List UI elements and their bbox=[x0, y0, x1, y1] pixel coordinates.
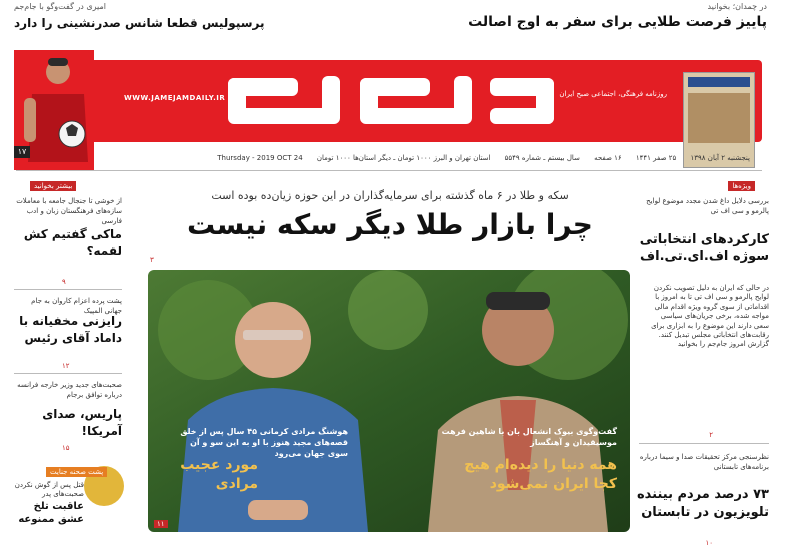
supplement-image bbox=[688, 93, 750, 143]
photo-caption-left-headline[interactable]: مورد عجیب مرادی bbox=[180, 457, 258, 492]
left-column-tag: بیشتر بخوانید bbox=[30, 181, 76, 191]
info-date: پنجشنبه ۲ آبان ۱۳۹۸ bbox=[690, 154, 750, 162]
right-story2-headline[interactable]: ۷۳ درصد مردم بیننده تلویزیون در تابستان bbox=[637, 487, 769, 520]
divider bbox=[16, 170, 762, 171]
right-story2-page: ۱۰ bbox=[705, 539, 713, 547]
left-item1-headline[interactable]: ماکی گفتیم کش لقمه؟ bbox=[23, 227, 122, 258]
info-english-date: Thursday - 2019 OCT 24 bbox=[217, 154, 303, 162]
player-number-badge: ۱۷ bbox=[14, 146, 30, 158]
issue-info-bar bbox=[150, 154, 750, 166]
top-left-kicker: امیری در گفت‌وگو با جام‌جم bbox=[14, 2, 106, 11]
right-story1-kicker: بررسی دلایل داغ شدن مجدد موضوع لوایح پالرمو و سی اف تی bbox=[646, 197, 769, 215]
masthead-tagline: روزنامه فرهنگی، اجتماعی صبح ایران bbox=[559, 90, 667, 98]
left-item1-page: ۹ bbox=[62, 278, 66, 286]
left-item1-kicker: از خوشی تا جنجال جامعه با معاملات سازه‌های فرهنگستان زبان و ادب فارسی bbox=[16, 197, 122, 225]
main-page-number: ۳ bbox=[150, 256, 154, 264]
left-item3-kicker: صحبت‌های جدید وزیر خارجه فرانسه درباره توافق برجام bbox=[17, 381, 122, 399]
top-left-headline[interactable]: پرسپولیس قطعا شانس صدرنشینی را دارد bbox=[14, 16, 265, 30]
right-column-tag: ویژه‌ها bbox=[728, 181, 755, 191]
supplement-header bbox=[688, 77, 750, 87]
photo-page-number: ۱۱ bbox=[154, 520, 168, 528]
info-hijri-date: ۲۵ صفر ۱۴۴۱ bbox=[635, 154, 677, 162]
masthead-website[interactable]: WWW.JAMEJAMDAILY.IR bbox=[124, 94, 226, 102]
photo-caption-left-sub: هوشنگ مرادی کرمانی ۴۵ سال پس از خلق قصه‌های مجید هنوز با او به این سو و آن سوی جهان می‌رود bbox=[180, 427, 348, 458]
left-item2-page: ۱۲ bbox=[62, 362, 70, 370]
left-promo-headline[interactable]: عاقبت تلخ عشق ممنوعه bbox=[18, 501, 84, 525]
photo-caption-right-sub: گفت‌وگوی بیوک انشعال بان با شاهین فرهت موسیقیدان و آهنگساز bbox=[441, 427, 617, 447]
left-item3-headline[interactable]: پاریس، صدای آمریکا! bbox=[42, 407, 122, 438]
info-price: استان تهران و البرز ۱۰۰۰ تومان ـ دیگر استان‌ها ۱۰۰۰ تومان bbox=[316, 154, 491, 162]
divider bbox=[14, 373, 122, 374]
info-issue: سال بیستم ـ شماره ۵۵۴۹ bbox=[504, 154, 580, 162]
photo-caption-right-headline[interactable]: همه دنیا را دیده‌ام هیچ کجا ایران نمی‌شود bbox=[464, 457, 617, 492]
left-item3-page: ۱۵ bbox=[62, 444, 70, 452]
main-kicker: سکه و طلا در ۶ ماه گذشته برای سرمایه‌گذاران در این حوزه زیان‌ده بوده است bbox=[211, 189, 569, 202]
left-promo-tag: پشت صحنه جنایت bbox=[46, 467, 107, 477]
left-item2-headline[interactable]: رایزنی مخفیانه با داماد آقای رئیس bbox=[19, 314, 122, 345]
main-headline[interactable]: چرا بازار طلا دیگر سکه نیست bbox=[187, 208, 593, 241]
right-story1-headline[interactable]: کارکردهای انتخاباتی سوژه اف.ای.تی.اف bbox=[639, 232, 769, 264]
info-pages: ۱۶ صفحه bbox=[594, 154, 622, 162]
top-right-kicker: در چمدان؛ بخوانید bbox=[707, 2, 767, 11]
divider bbox=[14, 289, 122, 290]
divider bbox=[639, 443, 769, 444]
jamejam-logo bbox=[210, 66, 570, 136]
left-promo-kicker: قتل پس از گوش نکردن صحبت‌های پدر bbox=[14, 481, 84, 498]
right-story1-body: در حالی که ایران به دلیل تصویب نکردن لوایح پالرمو و سی اف تی تا به امروز با اقداماتی از سوی گروه ویژه اقدام مالی مواجه شده، برخی جریان‌های سیاسی سعی دارند این موضوع را به ابزاری برای رقابت‌های انتخاباتی مجلس تبدیل کنند. گزارش امروز جام‌جم را بخوانید bbox=[651, 284, 769, 349]
top-right-headline[interactable]: پاییز فرصت طلایی برای سفر به اوج اصالت bbox=[468, 14, 767, 30]
right-story2-kicker: نظرسنجی مرکز تحقیقات صدا و سیما درباره برنامه‌های تابستانی bbox=[639, 453, 769, 471]
right-story1-page: ۲ bbox=[709, 431, 713, 439]
left-item2-kicker: پشت پرده اعزام کاروان به جام جهانی المپیک bbox=[31, 297, 122, 315]
